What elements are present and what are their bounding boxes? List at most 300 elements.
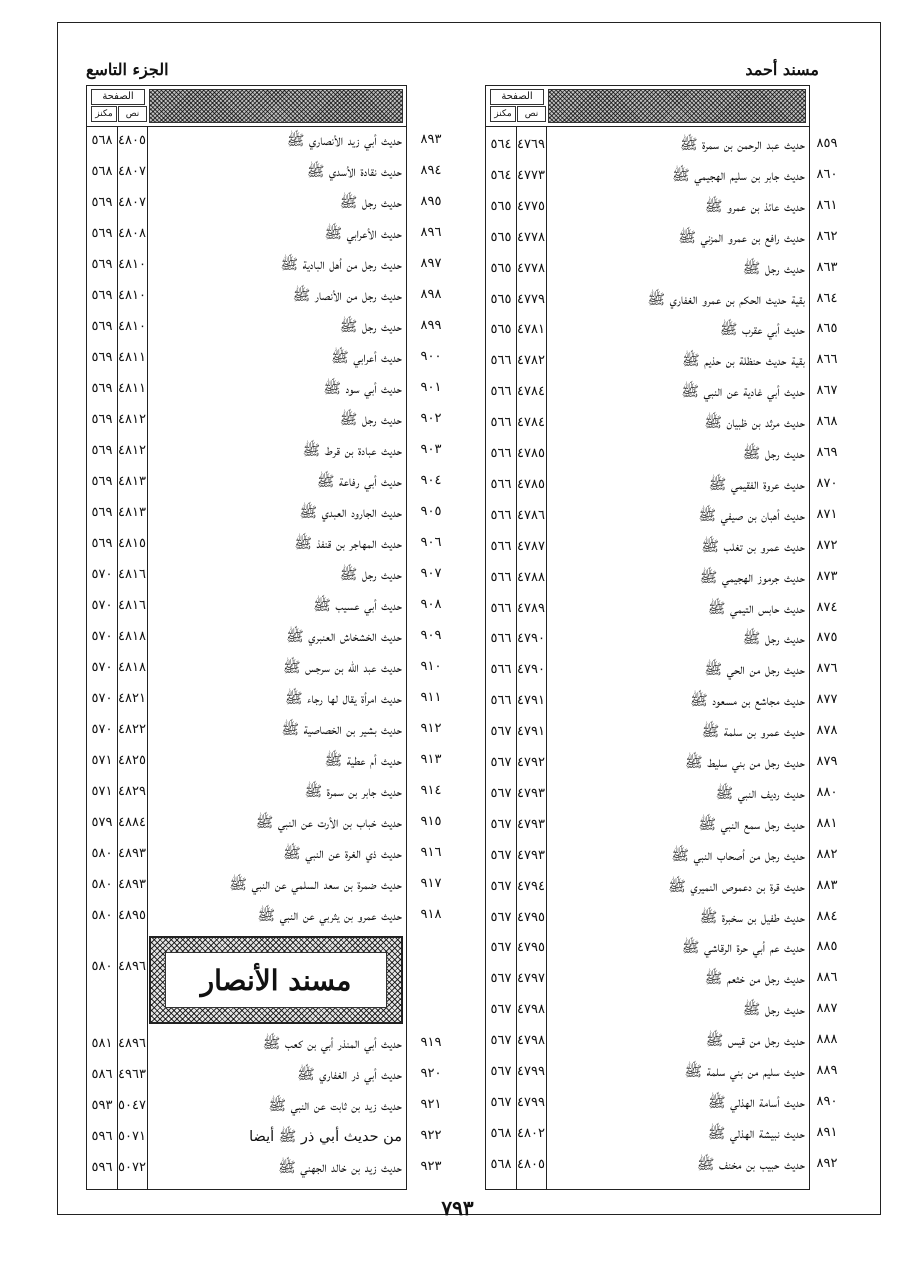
entry-number: ٨٧٢	[816, 537, 838, 553]
page-mukniz: ٥٦٧	[490, 1094, 512, 1110]
index-entry	[486, 563, 811, 593]
page-mukniz: ٥٦٩	[91, 505, 113, 520]
page-mukniz: ٥٧٠	[91, 567, 113, 582]
page-nass: ٤٧٩٩	[517, 1094, 545, 1110]
entry-number: ٩١٢	[420, 721, 442, 736]
index-entry	[486, 810, 811, 840]
index-entry	[87, 250, 408, 280]
page-mukniz: ٥٦٩	[91, 257, 113, 272]
entry-number: ٩٠٠	[420, 349, 442, 364]
entry-title: حديث طفيل بن سخبرة ﷺ	[699, 909, 805, 926]
entry-title: حديث عبادة بن قرط ﷺ	[302, 443, 402, 459]
entry-number: ٨٩٢	[816, 1155, 838, 1171]
page-mukniz: ٥٦٦	[490, 693, 512, 709]
index-entry	[87, 560, 408, 590]
page-mukniz: ٥٦٧	[490, 1002, 512, 1018]
page-mukniz: ٥٦٩	[91, 381, 113, 396]
entry-number: ٨٨٤	[816, 908, 838, 924]
entry-number: ٨٩٣	[420, 132, 442, 147]
page-mukniz: ٥٦٦	[490, 476, 512, 492]
index-entry	[486, 346, 811, 376]
entry-number: ٨٧٣	[816, 568, 838, 584]
index-entry	[87, 746, 408, 776]
page-nass: ٤٨٩٣	[118, 846, 146, 861]
page-mukniz: ٥٦٤	[490, 167, 512, 183]
entry-number: ٩١٦	[420, 845, 442, 860]
page-nass: ٤٧٩٧	[517, 971, 545, 987]
page-nass: ٤٧٨٤	[517, 384, 545, 400]
page-mukniz: ٥٦٦	[490, 384, 512, 400]
index-entry	[486, 594, 811, 624]
entry-title: حديث أم عطية ﷺ	[324, 753, 402, 769]
page-mukniz: ٥٦٧	[490, 909, 512, 925]
entry-title: حديث عم أبي حرة الرقاشي ﷺ	[681, 940, 805, 957]
index-column-left	[86, 85, 407, 1190]
entry-number: ٨٨٩	[816, 1063, 838, 1078]
entry-number: ٨٩٨	[420, 287, 442, 302]
page-nass: ٤٧٧٩	[517, 291, 545, 307]
index-entry	[87, 870, 408, 900]
page-nass: ٤٧٩٩	[517, 1064, 545, 1079]
index-entry	[486, 285, 811, 315]
index-entry	[486, 933, 811, 963]
page-mukniz: ٥٦٨	[490, 1156, 512, 1172]
page-nass: ٤٨٠٧	[118, 195, 146, 210]
entry-title: حديث عروة الفقيمي ﷺ	[708, 476, 805, 493]
decorative-pattern	[149, 89, 403, 123]
entry-title: حديث المهاجر بن قنفذ ﷺ	[294, 536, 402, 552]
entry-title: حديث نقادة الأسدي ﷺ	[306, 164, 402, 180]
entry-number: ٨٦٤	[816, 290, 838, 306]
index-entry	[87, 374, 408, 404]
page-ref-title: الصفحة	[91, 89, 145, 105]
entry-number: ٨٦٨	[816, 414, 838, 430]
entry-number: ٨٨٢	[816, 846, 838, 862]
entry-number: ٨٧٩	[816, 754, 838, 769]
index-entry	[87, 405, 408, 435]
page-nass: ٤٧٨٢	[517, 353, 545, 369]
index-entry	[87, 343, 408, 373]
entry-number: ٩١٣	[420, 752, 442, 767]
page-nass: ٤٧٨٤	[517, 415, 545, 431]
page-nass: ٤٨٢٥	[118, 753, 146, 768]
index-entry	[486, 130, 811, 160]
entry-number: ٩١٠	[420, 659, 442, 674]
page-mukniz: ٥٦٦	[490, 415, 512, 431]
page-nass: ٤٧٨١	[517, 322, 545, 338]
entry-title: حديث رافع بن عمرو المزني ﷺ	[678, 229, 805, 246]
page-nass: ٤٧٩١	[517, 693, 545, 709]
index-entry	[87, 188, 408, 218]
page-mukniz: ٥٦٥	[490, 198, 512, 214]
index-entry	[87, 1060, 408, 1090]
index-entry	[87, 312, 408, 342]
page-mukniz: ٥٦٦	[490, 569, 512, 585]
page-mukniz: ٥٨١	[91, 1036, 113, 1051]
index-entry	[486, 223, 811, 253]
page-nass: ٤٧٧٨	[517, 260, 545, 276]
page-mukniz: ٥٦٧	[490, 1033, 512, 1049]
index-entry	[87, 622, 408, 652]
page-nass: ٤٨١١	[118, 350, 146, 365]
page-mukniz: ٥٧٠	[91, 629, 113, 644]
page-ref-title: الصفحة	[490, 89, 544, 105]
page-nass: ٤٧٩١	[517, 724, 545, 740]
page-nass: ٥٠٧٢	[118, 1160, 146, 1175]
page-nass: ٤٨١٥	[118, 536, 146, 551]
index-entry	[486, 779, 811, 809]
page-nass: ٤٧٧٨	[517, 229, 545, 245]
index-entry	[87, 1091, 408, 1121]
entry-title: حديث رجل ﷺ	[339, 412, 402, 428]
page-mukniz: ٥٧٠	[91, 722, 113, 737]
entry-number: ٨٩١	[816, 1124, 838, 1140]
entry-title: حديث ذي الغرة عن النبي ﷺ	[283, 846, 402, 862]
page-mukniz: ٥٨٠	[91, 908, 113, 923]
page-nass: ٤٨٠٢	[517, 1125, 545, 1141]
page-mukniz: ٥٦٧	[490, 1064, 512, 1079]
entry-number: ٩١٨	[420, 907, 442, 922]
page-nass: ٤٧٩٢	[517, 755, 545, 770]
entry-title: حديث رجل من أهل البادية ﷺ	[280, 257, 402, 273]
index-entry	[486, 903, 811, 933]
page-mukniz: ٥٩٦	[91, 1160, 113, 1175]
entry-title: حديث الجارود العبدي ﷺ	[299, 505, 402, 521]
entry-title: حديث مجاشع بن مسعود ﷺ	[690, 693, 805, 710]
page-mukniz: ٥٦٧	[490, 755, 512, 770]
page-mukniz: ٥٦٦	[490, 631, 512, 647]
page-number: ٧٩٣	[441, 1196, 474, 1220]
entry-number: ٨٩٠	[816, 1093, 838, 1109]
index-entry	[486, 192, 811, 222]
page-mukniz: ٥٨٠	[91, 846, 113, 861]
page-mukniz: ٥٧٠	[91, 691, 113, 706]
entry-title: حديث عبد الله بن سرجس ﷺ	[283, 660, 402, 676]
page-mukniz: ٥٦٨	[91, 164, 113, 179]
page-nass: ٤٧٩٠	[517, 662, 545, 678]
page-mukniz: ٥٦٥	[490, 322, 512, 338]
page-nass: ٤٨٠٥	[517, 1156, 545, 1172]
page-mukniz: ٥٦٩	[91, 350, 113, 365]
entry-number: ٩٢١	[420, 1097, 442, 1112]
index-entry	[486, 624, 811, 654]
index-entry	[486, 439, 811, 469]
page-mukniz: ٥٦٧	[490, 878, 512, 894]
entry-title: حديث أبي سود ﷺ	[323, 381, 402, 397]
decorative-pattern	[548, 89, 806, 123]
page-mukniz: ٥٦٩	[91, 319, 113, 334]
page-nass: ٤٧٩٨	[517, 1033, 545, 1049]
entry-title: حديث رجل من قيس ﷺ	[705, 1033, 805, 1050]
index-entry	[486, 470, 811, 500]
page-mukniz: ٥٦٧	[490, 724, 512, 740]
page-mukniz: ٥٦٦	[490, 507, 512, 523]
banner-page-nass: ٤٨٩٦	[118, 959, 146, 974]
entry-title: حديث أهبان بن صيفي ﷺ	[698, 507, 805, 524]
banner-page-mukniz: ٥٨٠	[91, 959, 113, 974]
page-nass: ٤٨٠٧	[118, 164, 146, 179]
index-entry	[486, 872, 811, 902]
index-entry	[486, 532, 811, 562]
entry-title: من حديث أبي ذر ﷺ أيضا	[249, 1129, 402, 1145]
entry-title: حديث رجل ﷺ	[742, 1002, 805, 1019]
entry-number: ٨٧١	[816, 506, 838, 522]
page-nass: ٤٧٨٨	[517, 569, 545, 585]
page-nass: ٥٠٧١	[118, 1129, 146, 1144]
page-mukniz: ٥٦٥	[490, 229, 512, 245]
index-entry	[87, 1153, 408, 1183]
entry-number: ٨٧٤	[816, 599, 838, 615]
column-header	[87, 86, 406, 127]
entry-title: حديث رجل ﷺ	[742, 446, 805, 462]
entry-number: ٨٨١	[816, 815, 838, 831]
entry-title: حديث نبيشة الهذلي ﷺ	[707, 1125, 805, 1142]
page-nass: ٤٧٩٠	[517, 631, 545, 647]
index-entry	[486, 377, 811, 407]
index-entry	[87, 219, 408, 249]
page-nass: ٤٧٩٥	[517, 940, 545, 956]
entry-number: ٩١٤	[420, 783, 442, 798]
page-nass: ٤٧٨٦	[517, 507, 545, 523]
entry-title: حديث حبيب بن مخنف ﷺ	[696, 1156, 805, 1173]
page-nass: ٥٠٤٧	[118, 1098, 146, 1113]
index-entry	[87, 653, 408, 683]
entry-number: ٩٠٢	[420, 411, 442, 426]
entry-number: ٩١١	[420, 690, 442, 705]
entry-number: ٩٠٥	[420, 504, 442, 519]
index-entry	[87, 529, 408, 559]
page-nass: ٤٨١٣	[118, 474, 146, 489]
entry-number: ٩٠١	[420, 380, 442, 395]
index-entry	[486, 408, 811, 438]
entry-title: حديث رجل من الأنصار ﷺ	[292, 288, 402, 304]
page-mukniz: ٥٦٧	[490, 940, 512, 956]
entry-title: حديث رجل من خثعم ﷺ	[704, 971, 805, 988]
index-entry	[87, 777, 408, 807]
page-nass: ٤٨١٦	[118, 567, 146, 582]
column-header	[486, 86, 809, 127]
page-nass: ٤٨١٢	[118, 443, 146, 458]
entry-number: ٨٧٦	[816, 661, 838, 677]
entry-number: ٨٨٦	[816, 970, 838, 986]
page-ref-sub-mukniz: مكنز	[91, 106, 117, 122]
entry-title: حديث الأعرابي ﷺ	[324, 226, 402, 242]
page-mukniz: ٥٧١	[91, 753, 113, 768]
entry-title: حديث رجل من أصحاب النبي ﷺ	[671, 847, 805, 864]
index-entry	[486, 161, 811, 191]
entry-title: حديث جابر بن سمرة ﷺ	[304, 784, 402, 800]
entry-number: ٨٦٥	[816, 321, 838, 337]
page-nass: ٤٧٨٩	[517, 600, 545, 616]
entry-title: حديث أبي رفاعة ﷺ	[316, 474, 402, 490]
entry-title: حديث حابس التيمي ﷺ	[707, 600, 805, 617]
page-nass: ٤٧٩٣	[517, 785, 545, 801]
page-mukniz: ٥٧٠	[91, 598, 113, 613]
entry-number: ٨٨٨	[816, 1032, 838, 1048]
entry-number: ٨٨٣	[816, 877, 838, 893]
index-entry	[87, 281, 408, 311]
entry-title: حديث ضمرة بن سعد السلمي عن النبي ﷺ	[229, 877, 402, 893]
entry-number: ٨٩٤	[420, 163, 442, 178]
entry-number: ٩٠٦	[420, 535, 442, 550]
entry-title: حديث زيد بن خالد الجهني ﷺ	[278, 1160, 402, 1176]
index-entry	[486, 1057, 811, 1087]
page-nass: ٤٨٢٩	[118, 784, 146, 799]
entry-title: حديث زيد بن ثابت عن النبي ﷺ	[268, 1098, 402, 1114]
page-mukniz: ٥٦٨	[91, 133, 113, 148]
page-mukniz: ٥٦٥	[490, 291, 512, 307]
index-entry	[486, 748, 811, 778]
page-mukniz: ٥٦٩	[91, 226, 113, 241]
page-nass: ٤٨١٨	[118, 660, 146, 675]
entry-number: ٩٢٠	[420, 1066, 442, 1081]
page-mukniz: ٥٦٩	[91, 474, 113, 489]
entry-title: حديث الخشخاش العنبري ﷺ	[286, 629, 402, 645]
page-ref-sub-nass: نص	[118, 106, 147, 122]
index-entry	[486, 1150, 811, 1180]
page-nass: ٤٨١٠	[118, 288, 146, 303]
page-nass: ٤٨١٢	[118, 412, 146, 427]
page-mukniz: ٥٧١	[91, 784, 113, 799]
entry-title: حديث سليم من بني سلمة ﷺ	[684, 1064, 805, 1080]
page-ref-sub-mukniz: مكنز	[490, 106, 516, 122]
entry-number: ٨٩٧	[420, 256, 442, 271]
index-entry	[486, 501, 811, 531]
page-nass: ٤٧٨٥	[517, 446, 545, 461]
page-mukniz: ٥٦٦	[490, 662, 512, 678]
page-mukniz: ٥٦٩	[91, 288, 113, 303]
entry-title: حديث أسامة الهذلي ﷺ	[707, 1094, 805, 1111]
entry-title: حديث أبي ذر الغفاري ﷺ	[297, 1067, 402, 1083]
entry-title: بقية حديث الحكم بن عمرو الغفاري ﷺ	[647, 291, 805, 308]
page-nass: ٤٨١٨	[118, 629, 146, 644]
page-nass: ٤٨١١	[118, 381, 146, 396]
page-nass: ٤٨٩٦	[118, 1036, 146, 1051]
page-nass: ٤٨٩٣	[118, 877, 146, 892]
entry-title: بقية حديث حنظلة بن حذيم ﷺ	[682, 353, 805, 370]
entry-title: حديث أبي المنذر أبي بن كعب ﷺ	[262, 1036, 402, 1052]
entry-number: ٨٦٢	[816, 228, 838, 244]
index-column-right	[485, 85, 810, 1190]
page-mukniz: ٥٦٧	[490, 847, 512, 863]
page-mukniz: ٥٧٩	[91, 815, 113, 830]
page-mukniz: ٥٦٩	[91, 536, 113, 551]
entry-title: حديث رجل من بني سليط ﷺ	[684, 755, 805, 771]
index-entry	[87, 126, 408, 156]
page-mukniz: ٥٦٥	[490, 260, 512, 276]
page-mukniz: ٥٨٦	[91, 1067, 113, 1082]
entry-number: ٨٨٧	[816, 1001, 838, 1017]
index-entry	[87, 436, 408, 466]
entry-number: ٩٢٣	[420, 1159, 442, 1174]
page-mukniz: ٥٦٩	[91, 195, 113, 210]
index-entry	[486, 717, 811, 747]
page-nass: ٤٨٢١	[118, 691, 146, 706]
entry-title: حديث عبد الرحمن بن سمرة ﷺ	[679, 137, 805, 153]
index-entry	[87, 715, 408, 745]
entry-title: حديث قرة بن دعموص النميري ﷺ	[668, 878, 805, 895]
index-entry	[87, 808, 408, 838]
entry-title: حديث عمرو بن تغلب ﷺ	[701, 538, 805, 555]
page-mukniz: ٥٦٨	[490, 1125, 512, 1141]
page-nass: ٤٨٠٨	[118, 226, 146, 241]
entry-number: ٩١٧	[420, 876, 442, 891]
entry-title: حديث عائذ بن عمرو ﷺ	[704, 198, 805, 215]
entry-number: ٩١٩	[420, 1035, 442, 1050]
page-mukniz: ٥٦٤	[490, 137, 512, 152]
entry-number: ٨٦٠	[816, 166, 838, 182]
entry-title: حديث رجل من الحي ﷺ	[704, 662, 805, 679]
entry-number: ٨٦٦	[816, 352, 838, 368]
entry-title: حديث رجل ﷺ	[339, 319, 402, 335]
page-mukniz: ٥٦٦	[490, 538, 512, 554]
index-entry	[87, 684, 408, 714]
index-entry	[486, 1026, 811, 1056]
page-nass: ٤٨١٠	[118, 257, 146, 272]
entry-number: ٨٩٥	[420, 194, 442, 209]
entry-number: ٩٠٩	[420, 628, 442, 643]
page-nass: ٤٨٢٢	[118, 722, 146, 737]
index-entry	[486, 841, 811, 871]
index-entry	[486, 995, 811, 1025]
page-mukniz: ٥٦٩	[91, 412, 113, 427]
entry-title: حديث بشير بن الخصاصية ﷺ	[281, 722, 402, 738]
entry-title: حديث رجل ﷺ	[339, 567, 402, 583]
page-ref-header	[89, 88, 147, 123]
entry-number: ٨٧٥	[816, 630, 838, 646]
page-nass: ٤٧٩٨	[517, 1002, 545, 1018]
index-entry	[87, 498, 408, 528]
index-entry	[87, 1122, 408, 1152]
page-nass: ٤٨١٦	[118, 598, 146, 613]
volume-title: الجزء التاسع	[86, 60, 169, 79]
entry-title: حديث رجل ﷺ	[339, 195, 402, 211]
index-entry	[486, 686, 811, 716]
entry-title: حديث امرأة يقال لها رجاء ﷺ	[285, 691, 402, 707]
section-banner-title: مسند الأنصار	[165, 952, 387, 1008]
page-nass: ٤٧٩٤	[517, 878, 545, 894]
page-mukniz: ٥٦٩	[91, 443, 113, 458]
page-mukniz: ٥٩٦	[91, 1129, 113, 1144]
page-mukniz: ٥٦٦	[490, 600, 512, 616]
entry-number: ٨٧٨	[816, 723, 838, 739]
page-nass: ٤٧٩٣	[517, 816, 545, 832]
page-nass: ٤٧٩٣	[517, 847, 545, 863]
entry-number: ٨٨٥	[816, 939, 838, 955]
section-banner	[149, 936, 403, 1024]
entry-number: ٨٨٠	[816, 784, 838, 800]
index-entry	[486, 1088, 811, 1118]
index-entry	[87, 467, 408, 497]
entry-title: حديث جرموز الهجيمي ﷺ	[699, 569, 805, 586]
entry-title: حديث أبي عسيب ﷺ	[313, 598, 402, 614]
entry-number: ٩١٥	[420, 814, 442, 829]
entry-number: ٨٥٩	[816, 136, 838, 151]
page-mukniz: ٥٦٦	[490, 446, 512, 461]
page-nass: ٤٧٩٥	[517, 909, 545, 925]
entry-title: حديث أبي زيد الأنصاري ﷺ	[286, 133, 402, 149]
page-mukniz: ٥٦٧	[490, 816, 512, 832]
entry-number: ٨٧٠	[816, 475, 838, 491]
entry-number: ٨٩٩	[420, 318, 442, 333]
page-mukniz: ٥٩٣	[91, 1098, 113, 1113]
index-entry	[87, 839, 408, 869]
entry-title: حديث رجل سمع النبي ﷺ	[698, 816, 805, 833]
index-entry	[486, 315, 811, 345]
entry-title: حديث رديف النبي ﷺ	[715, 785, 805, 802]
page-mukniz: ٥٦٦	[490, 353, 512, 369]
entry-number: ٩٠٧	[420, 566, 442, 581]
